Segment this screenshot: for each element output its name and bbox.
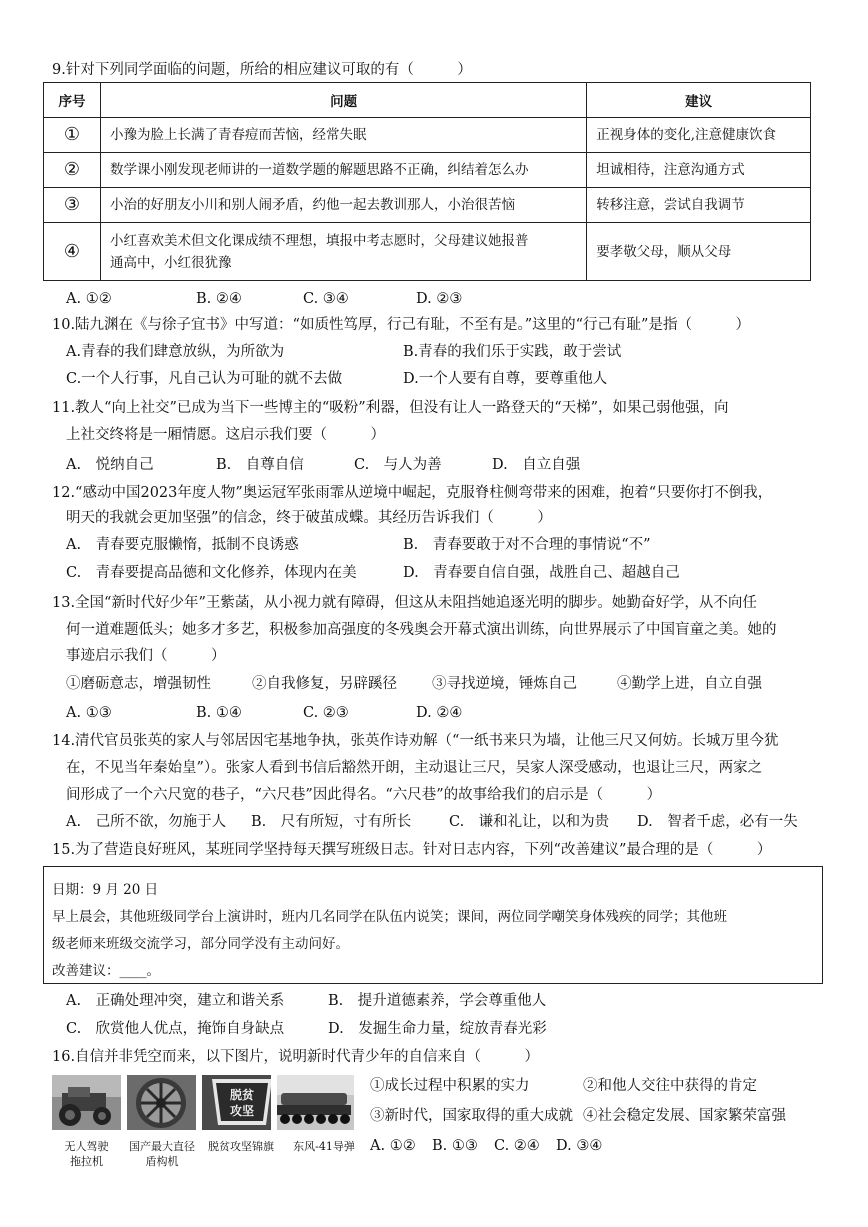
option-a[interactable]: A. ①②	[66, 291, 112, 307]
option-d[interactable]: D. 青春要自信自强，战胜自己、超越自己	[403, 565, 680, 581]
option-c[interactable]: C. ②③	[303, 705, 349, 721]
q14-options	[66, 812, 798, 832]
option-c[interactable]: C. ③④	[303, 291, 349, 307]
option-d[interactable]: D. ③④	[556, 1138, 603, 1154]
option-a[interactable]: A. 悦纳自己	[66, 457, 154, 473]
option-d[interactable]: D. 智者千虑，必有一失	[637, 814, 798, 830]
photo-caption	[284, 1139, 364, 1154]
caption-line: 无人驾驶	[64, 1140, 109, 1153]
row-problem: 小豫为脸上长满了青春痘而苦恼，经常失眠	[100, 118, 586, 153]
q11-stem-line: 上社交终将是一厢情愿。这启示我们要（ ）	[66, 427, 385, 443]
table-row	[44, 188, 811, 223]
option-b[interactable]: B. 提升道德素养，学会尊重他人	[328, 993, 547, 1009]
table-header-num: 序号	[44, 83, 101, 118]
missile-photo	[277, 1075, 354, 1130]
table-row	[44, 118, 811, 153]
statement-item: ③寻找逆境，锤炼自己	[432, 676, 577, 692]
banner-text: 攻坚	[229, 1104, 255, 1118]
option-c[interactable]: C. ②④	[494, 1138, 540, 1154]
row-advice: 坦诚相待，注意沟通方式	[587, 153, 811, 188]
row-num: ②	[44, 153, 101, 188]
q13-stem-line: 13.全国“新时代好少年”王紫菡，从小视力就有障碍，但这从未阻挡她追逐光明的脚步。她勤奋好学，从不向任	[52, 595, 757, 611]
q11-options	[66, 455, 580, 475]
diary-line: 早上晨会，其他班级同学台上演讲时，班内几名同学在队伍内说笑；课间，两位同学嘲笑身体残疾的同学；其他班	[52, 909, 727, 925]
option-d[interactable]: D. 发掘生命力量，绽放青春光彩	[328, 1021, 547, 1037]
q10-options-row1	[66, 342, 621, 362]
class-diary-box	[43, 866, 823, 984]
table-header-advice: 建议	[587, 83, 811, 118]
statement-item: ①磨砺意志，增强韧性	[66, 676, 211, 692]
caption-line: 东风-41导弹	[293, 1140, 355, 1153]
option-b[interactable]: B.青春的我们乐于实践，敢于尝试	[403, 344, 622, 360]
q13-stem-line: 何一道难题低头；她多才多艺，积极参加高强度的冬残奥会开幕式演出训练，向世界展示了中国盲童之美。她的	[66, 622, 777, 638]
q9-table	[43, 82, 811, 281]
statement-item: ④勤学上进，自立自强	[617, 676, 762, 692]
statement-item: ①成长过程中积累的实力	[370, 1078, 530, 1094]
q15-stem: 15.为了营造良好班风，某班同学坚持每天撰写班级日志。针对日志内容，下列“改善建议”最合理的是（ ）	[52, 842, 772, 858]
photo-caption	[52, 1139, 121, 1169]
q14-stem-line: 在，不见当年秦始皇”）。张家人看到书信后豁然开朗，主动退让三尺，吴家人深受感动，也退让三尺，两家之	[66, 760, 763, 776]
q16-stem: 16.自信并非凭空而来，以下图片，说明新时代青少年的自信来自（ ）	[52, 1049, 540, 1065]
q12-stem-line: 明天的我就会更加坚强”的信念，终于破茧成蝶。其经历告诉我们（ ）	[66, 510, 552, 526]
q16-item-row2	[370, 1106, 786, 1126]
q9-stem: 9.针对下列同学面临的问题，所给的相应建议可取的有（ ）	[52, 62, 472, 78]
option-c[interactable]: C. 欣赏他人优点，掩饰自身缺点	[66, 1021, 285, 1037]
q13-items	[66, 674, 762, 694]
tunnel-boring-machine-photo	[127, 1075, 196, 1130]
option-d[interactable]: D. ②③	[416, 291, 463, 307]
row-problem-line: 通高中，小红很犹豫	[109, 254, 232, 271]
statement-item: ②和他人交往中获得的肯定	[583, 1078, 757, 1094]
row-advice: 要孝敬父母，顺从父母	[587, 223, 811, 281]
option-c[interactable]: C.一个人行事，凡自己认为可耻的就不去做	[66, 371, 343, 387]
row-problem	[100, 223, 586, 281]
option-a[interactable]: A. ①②	[370, 1138, 416, 1154]
row-advice: 转移注意，尝试自我调节	[587, 188, 811, 223]
option-b[interactable]: B. 青春要敢于对不合理的事情说“不”	[403, 537, 651, 553]
option-c[interactable]: C. 青春要提高品德和文化修养，体现内在美	[66, 565, 357, 581]
caption-line: 国产最大直径	[129, 1140, 195, 1153]
q10-options-row2	[66, 369, 607, 389]
tractor-photo	[52, 1075, 121, 1130]
row-advice: 正视身体的变化,注意健康饮食	[587, 118, 811, 153]
banner-text: 脱贫	[229, 1088, 255, 1102]
table-row	[44, 153, 811, 188]
q9-options	[66, 289, 462, 309]
q12-stem-line: 12.“感动中国2023年度人物”奥运冠军张雨霏从逆境中崛起，克服脊柱侧弯带来的困难，抱着“只要你打不倒我，	[52, 485, 773, 501]
statement-item: ④社会稳定发展、国家繁荣富强	[583, 1108, 786, 1124]
option-c[interactable]: C. 谦和礼让，以和为贵	[449, 814, 610, 830]
option-a[interactable]: A. 正确处理冲突，建立和谐关系	[66, 993, 285, 1009]
option-b[interactable]: B. 尺有所短，寸有所长	[251, 814, 412, 830]
caption-line: 拖拉机	[70, 1155, 103, 1168]
photo-caption	[200, 1139, 282, 1154]
table-header-problem: 问题	[100, 83, 586, 118]
option-a[interactable]: A. 己所不欲，勿施于人	[66, 814, 227, 830]
diary-date: 日期：9 月 20 日	[52, 882, 159, 898]
option-d[interactable]: D.一个人要有自尊，要尊重他人	[403, 371, 608, 387]
photo-caption	[122, 1139, 202, 1169]
q12-options-row2	[66, 563, 680, 583]
q11-stem-line: 11.教人“向上社交”已成为当下一些博主的“吸粉”利器，但没有让人一路登天的“天梯”，如果己弱他强，向	[52, 400, 729, 416]
option-c[interactable]: C. 与人为善	[354, 457, 442, 473]
option-b[interactable]: B. ①④	[196, 705, 242, 721]
statement-item: ②自我修复，另辟蹊径	[252, 676, 397, 692]
option-d[interactable]: D. 自立自强	[492, 457, 581, 473]
option-a[interactable]: A. ①③	[66, 705, 112, 721]
q13-stem-line: 事迹启示我们（ ）	[66, 648, 226, 664]
caption-line: 盾构机	[145, 1155, 179, 1168]
statement-item: ③新时代，国家取得的重大成就	[370, 1108, 573, 1124]
row-problem: 小治的好朋友小川和别人闹矛盾，约他一起去教训那人，小治很苦恼	[100, 188, 586, 223]
option-a[interactable]: A.青春的我们肆意放纵，为所欲为	[66, 344, 285, 360]
diary-line: 级老师来班级交流学习，部分同学没有主动问好。	[52, 936, 349, 952]
option-d[interactable]: D. ②④	[416, 705, 463, 721]
row-problem: 数学课小刚发现老师讲的一道数学题的解题思路不正确，纠结着怎么办	[100, 153, 586, 188]
q12-options-row1	[66, 535, 651, 555]
row-num: ①	[44, 118, 101, 153]
option-b[interactable]: B. ①③	[432, 1138, 478, 1154]
q16-options	[370, 1136, 602, 1156]
q16-photo-strip	[52, 1075, 354, 1130]
row-num: ③	[44, 188, 101, 223]
caption-line: 脱贫攻坚锦旗	[208, 1140, 274, 1153]
option-b[interactable]: B. ②④	[196, 291, 242, 307]
table-row	[44, 223, 811, 281]
q13-options	[66, 703, 462, 723]
row-problem-line: 小红喜欢美术但文化课成绩不理想，填报中考志愿时，父母建议她报普	[109, 232, 529, 249]
poverty-banner-photo	[202, 1075, 271, 1130]
q15-options-row2	[66, 1019, 547, 1039]
q15-options-row1	[66, 991, 546, 1011]
q16-item-row1	[370, 1076, 757, 1096]
row-num: ④	[44, 223, 101, 281]
option-b[interactable]: B. 自尊自信	[216, 457, 304, 473]
q10-stem: 10.陆九渊在《与徐子宜书》中写道：“如质性笃厚，行己有耻，不至有是。”这里的“行己有耻”是指（ ）	[52, 317, 750, 333]
option-a[interactable]: A. 青春要克服懒惰，抵制不良诱惑	[66, 537, 299, 553]
diary-suggestion: 改善建议：____。	[52, 963, 160, 979]
q14-stem-line: 14.清代官员张英的家人与邻居因宅基地争执，张英作诗劝解（“一纸书来只为墙，让他三尺又何妨。长城万里今犹	[52, 733, 779, 749]
q14-stem-line: 间形成了一个六尺宽的巷子，“六尺巷”因此得名。“六尺巷”的故事给我们的启示是（ ）	[66, 787, 662, 803]
